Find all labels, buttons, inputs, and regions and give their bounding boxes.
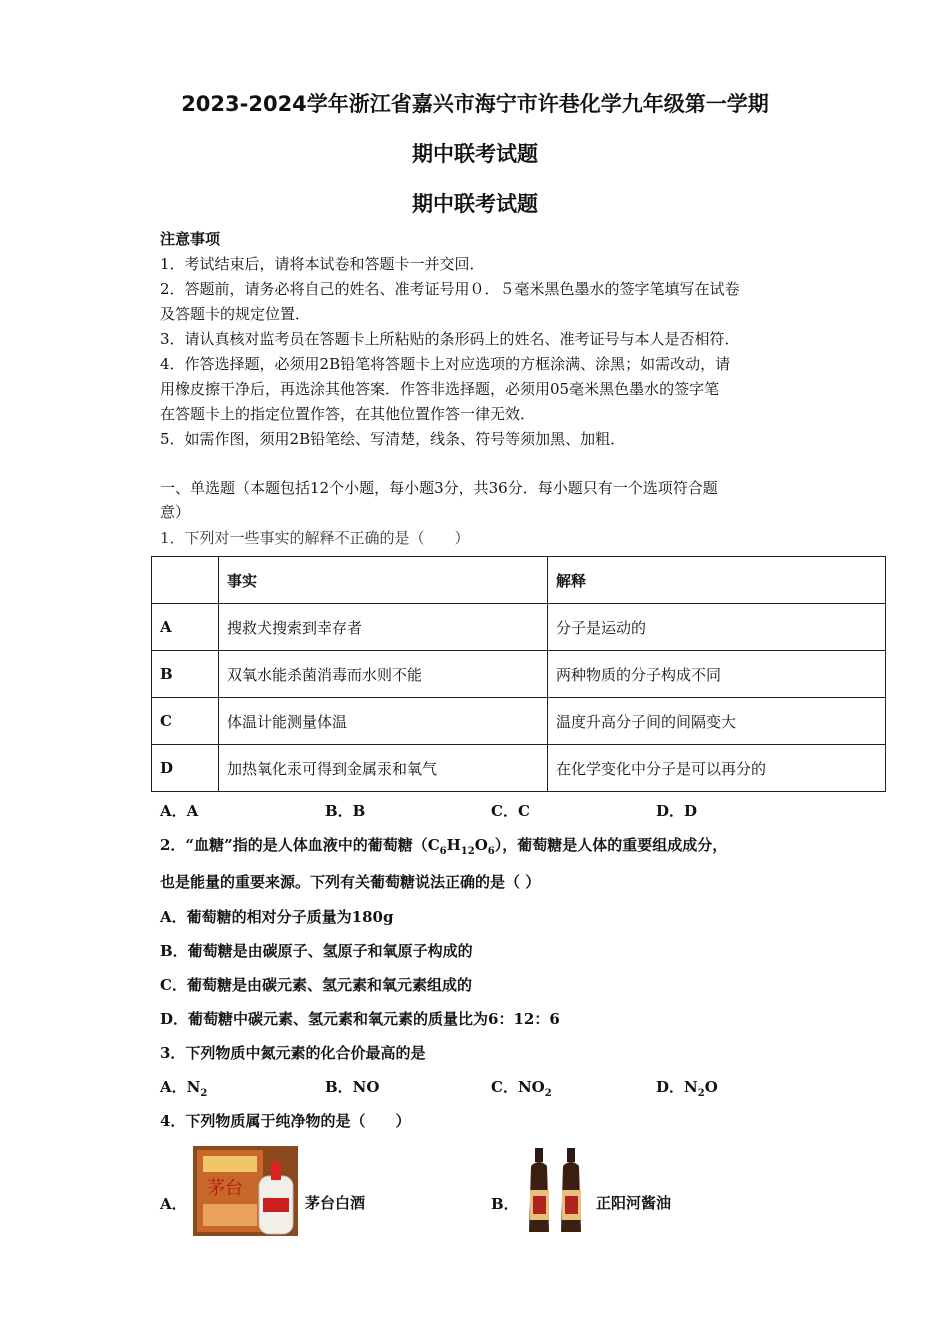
q3-option-d-label: D．N <box>656 1078 698 1096</box>
q2-option-c: C．葡萄糖是由碳元素、氢元素和氧元素组成的 <box>160 976 472 994</box>
formula-sub: 12 <box>460 846 475 857</box>
notice-item: 2．答题前，请务必将自己的姓名、准考证号用０．５毫米黑色墨水的签字笔填写在试卷 <box>160 280 740 298</box>
table-cell: B <box>152 651 219 698</box>
q2-stem-suffix: ），葡萄糖是人体的重要组成成分， <box>494 836 728 854</box>
table-row <box>152 698 886 745</box>
q3-option-d <box>656 1076 718 1099</box>
table-cell: 分子是运动的 <box>548 604 886 651</box>
q4-option-a-letter: A． <box>160 1195 187 1213</box>
table-cell: A <box>152 604 219 651</box>
table-row <box>152 604 886 651</box>
table-cell: 双氧水能杀菌消毒而水则不能 <box>219 651 548 698</box>
q2-stem-prefix: 2．“血糖”指的是人体血液中的葡萄糖（C <box>160 836 440 854</box>
question-2-stem <box>160 834 727 857</box>
question-2-stem-line2: 也是能量的重要来源。下列有关葡萄糖说法正确的是（ ） <box>160 873 541 891</box>
page-title-line2: 期中联考试题 <box>412 142 538 166</box>
table-cell: 体温计能测量体温 <box>219 698 548 745</box>
maotai-box-label: 茅台 <box>207 1178 243 1199</box>
q1-option-d: D．D <box>656 802 698 820</box>
notice-item: 用橡皮擦干净后，再选涂其他答案．作答非选择题，必须用05毫米黑色墨水的签字笔 <box>160 380 720 398</box>
table-cell: C <box>152 698 219 745</box>
table-cell: 两种物质的分子构成不同 <box>548 651 886 698</box>
question-1-table <box>151 556 886 792</box>
q3-option-c-label: C．NO <box>491 1078 545 1096</box>
q2-option-b: B．葡萄糖是由碳原子、氢原子和氧原子构成的 <box>160 942 473 960</box>
notice-item: 4．作答选择题，必须用2B铅笔将答题卡上对应选项的方框涂满、涂黑；如需改动，请 <box>160 355 731 373</box>
q3-option-b-label: B．NO <box>325 1078 380 1096</box>
q2-option-d: D．葡萄糖中碳元素、氢元素和氧元素的质量比为6：12：6 <box>160 1010 560 1028</box>
page-title-line3: 期中联考试题 <box>412 192 538 216</box>
notice-item: 5．如需作图，须用2B铅笔绘、写清楚，线条、符号等须加黑、加粗． <box>160 430 626 448</box>
table-row <box>152 651 886 698</box>
notice-item: 3．请认真核对监考员在答题卡上所粘贴的条形码上的姓名、准考证号与本人是否相符． <box>160 330 740 348</box>
table-row <box>152 745 886 792</box>
q4-option-a-caption: 茅台白酒 <box>305 1194 366 1212</box>
formula-sub: 6 <box>439 846 447 857</box>
question-4-stem: 4．下列物质属于纯净物的是（ ） <box>160 1112 411 1130</box>
q3-option-c <box>491 1076 552 1099</box>
table-cell: 温度升高分子间的间隔变大 <box>548 698 886 745</box>
question-3-stem: 3．下列物质中氮元素的化合价最高的是 <box>160 1044 426 1062</box>
q1-option-b: B．B <box>325 802 366 820</box>
q3-option-a-label: A．N <box>160 1078 201 1096</box>
maotai-liquor-image <box>193 1146 298 1236</box>
table-cell: D <box>152 745 219 792</box>
notice-item: 1．考试结束后，请将本试卷和答题卡一并交回． <box>160 255 485 273</box>
formula-sub: 6 <box>487 846 495 857</box>
table-header-cell: 事实 <box>219 557 548 604</box>
notice-item: 及答题卡的规定位置． <box>160 305 311 323</box>
section-heading-cont: 意） <box>160 503 191 521</box>
q4-option-b-letter: B． <box>491 1195 519 1213</box>
table-header-cell <box>152 557 219 604</box>
table-cell: 在化学变化中分子是可以再分的 <box>548 745 886 792</box>
formula-element: H <box>446 836 461 854</box>
section-heading: 一、单选题（本题包括12个小题，每小题3分，共36分．每小题只有一个选项符合题 <box>160 479 718 497</box>
q1-option-a: A．A <box>160 802 199 820</box>
table-header-cell: 解释 <box>548 557 886 604</box>
q1-option-c: C．C <box>491 802 530 820</box>
table-cell: 加热氧化汞可得到金属汞和氧气 <box>219 745 548 792</box>
formula-sub: 2 <box>697 1088 705 1099</box>
notice-item: 在答题卡上的指定位置作答，在其他位置作答一律无效． <box>160 405 536 423</box>
soy-sauce-bottles-image <box>525 1146 587 1236</box>
page-title-line1: 2023-2024学年浙江省嘉兴市海宁市许巷化学九年级第一学期 <box>181 92 769 116</box>
formula-element: O <box>474 836 488 854</box>
notice-heading: 注意事项 <box>160 230 221 248</box>
table-cell: 搜救犬搜索到幸存者 <box>219 604 548 651</box>
table-header-row <box>152 557 886 604</box>
formula-sub: 2 <box>200 1088 208 1099</box>
q4-option-b-caption: 正阳河酱油 <box>596 1194 672 1212</box>
formula-element: O <box>704 1078 718 1096</box>
q3-option-a <box>160 1076 207 1099</box>
q3-option-b <box>325 1076 379 1097</box>
formula-sub: 2 <box>544 1088 552 1099</box>
question-1-stem: 1．下列对一些事实的解释不正确的是（ ） <box>160 529 470 547</box>
q2-option-a: A．葡萄糖的相对分子质量为180g <box>160 908 394 926</box>
